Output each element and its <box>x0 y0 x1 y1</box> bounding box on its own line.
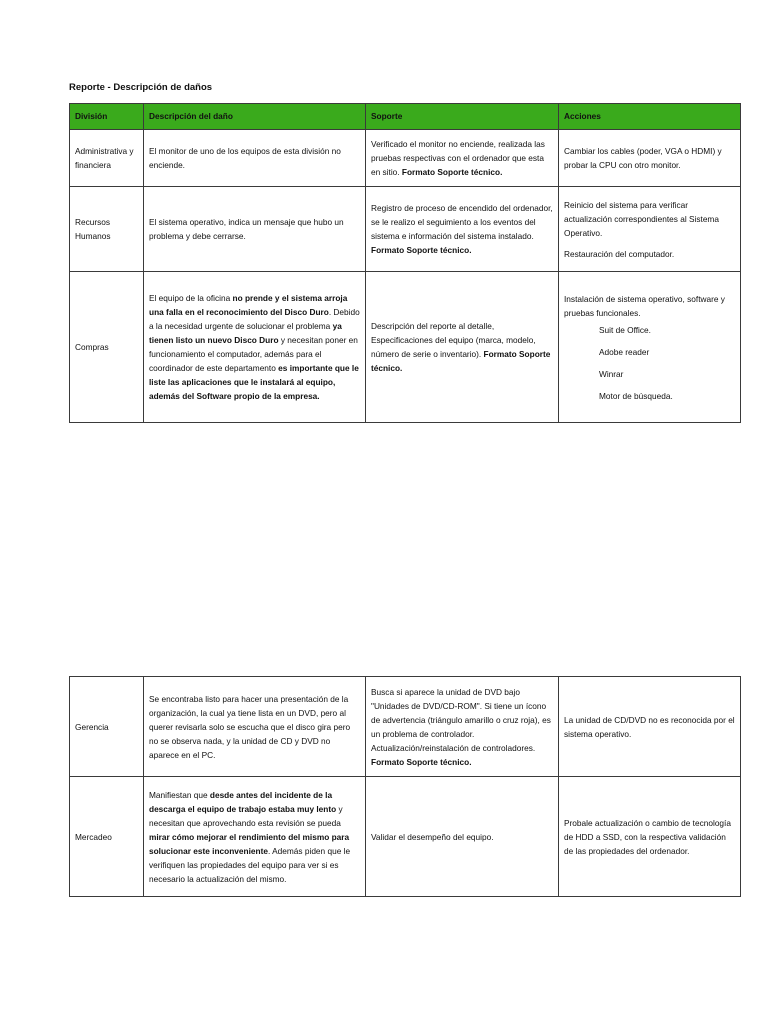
descripcion-text-segment: no prende y el sistema arroja una falla en el reconocimiento del Disco Duro <box>149 293 348 317</box>
soporte-text-segment: Descripción del reporte al detalle, Especificaciones del equipo (marca, modelo, número de serie o inventario). <box>371 321 536 359</box>
cell-soporte <box>366 130 559 187</box>
cell-division: Compras <box>70 272 144 423</box>
descripcion-text-segment: Se encontraba listo para hacer una presentación de la organización, la cual ya tiene lista en un DVD, pero al querer revisarla solo se escucha que el disco gira pero no se observa nada, y la unidad de CD y DVD no aparece en el PC. <box>149 693 351 760</box>
table-row <box>70 187 741 272</box>
table-header-row <box>70 104 741 130</box>
cell-acciones <box>559 777 741 897</box>
header-descripcion: Descripción del daño <box>144 104 366 130</box>
list-item: Winrar <box>599 368 624 379</box>
cell-descripcion <box>144 272 366 423</box>
descripcion-text-segment: El sistema operativo, indica un mensaje que hubo un problema y debe cerrarse. <box>149 217 344 241</box>
cell-descripcion <box>144 187 366 272</box>
cell-soporte <box>366 777 559 897</box>
soporte-text-segment: Formato Soporte técnico. <box>401 167 503 177</box>
list-item: Motor de búsqueda. <box>599 390 673 401</box>
descripcion-text-segment: Manifiestan que <box>149 789 210 800</box>
descripcion-text-segment: desde antes del incidente de la descarga el equipo de trabajo estaba muy lento <box>149 789 337 814</box>
acciones-paragraph: La unidad de CD/DVD no es reconocida por el sistema operativo. <box>564 714 735 739</box>
cell-soporte <box>366 187 559 272</box>
damage-report-table <box>69 103 741 423</box>
acciones-paragraph: Probale actualización o cambio de tecnología de HDD a SSD, con la respectiva validación de las propiedades del ordenador. <box>564 817 731 856</box>
cell-acciones <box>559 272 741 423</box>
descripcion-text-segment: El equipo de la oficina <box>149 293 233 303</box>
acciones-paragraph: Restauración del computador. <box>564 248 675 259</box>
descripcion-text-segment: . Debido a la necesidad urgente de solucionar el problema <box>149 307 360 331</box>
soporte-text-segment: Verificado el monitor no enciende, realizada las pruebas respectivas con el ordenador que esta en sitio. <box>371 139 545 177</box>
acciones-paragraph: Instalación de sistema operativo, software y pruebas funcionales. <box>564 293 725 318</box>
descripcion-text-segment: mirar cómo mejorar el rendimiento del mismo para solucionar este inconveniente <box>149 831 350 856</box>
cell-soporte <box>366 272 559 423</box>
acciones-paragraph: Reinicio del sistema para verificar actualización correspondientes al Sistema Operativo. <box>564 199 719 238</box>
header-soporte: Soporte <box>366 104 559 130</box>
cell-descripcion <box>144 777 366 897</box>
descripcion-text-segment: y necesitan que aprovechando esta revisión se pueda <box>149 803 343 828</box>
cell-soporte <box>366 677 559 777</box>
cell-division: Administrativa y financiera <box>70 130 144 187</box>
damage-report-table-continued <box>69 676 741 897</box>
soporte-text-segment: Registro de proceso de encendido del ordenador, se le realizo el seguimiento a los eventos del sistema e información del sistema instalado. <box>371 203 553 241</box>
descripcion-text-segment: ya tienen listo un nuevo Disco Duro <box>149 321 342 345</box>
table-row <box>70 777 741 897</box>
cell-descripcion <box>144 130 366 187</box>
descripcion-text-segment: es importante que le liste las aplicaciones que le instalará al equipo, además del Software propio de la empresa. <box>149 363 359 401</box>
cell-division: Mercadeo <box>70 777 144 897</box>
soporte-text-segment: Formato Soporte técnico. <box>371 245 472 255</box>
descripcion-text-segment: El monitor de uno de los equipos de esta división no enciende. <box>149 146 341 170</box>
descripcion-text-segment: y necesitan poner en funcionamiento el computador, además para el coordinador de este departamento <box>149 335 358 373</box>
soporte-text-segment: Validar el desempeño del equipo. <box>371 831 494 842</box>
table-row <box>70 272 741 423</box>
acciones-paragraph: Cambiar los cables (poder, VGA o HDMI) y probar la CPU con otro monitor. <box>564 146 722 170</box>
table-row <box>70 677 741 777</box>
soporte-text-segment: Busca si aparece la unidad de DVD bajo "Unidades de DVD/CD-ROM". Si tiene un ícono de advertencia (triángulo amarillo o cruz roja), es un problema de controlador. Actualización/reinstalación de controladores. <box>371 686 551 753</box>
table-row <box>70 130 741 187</box>
list-item: Adobe reader <box>599 346 650 357</box>
descripcion-text-segment: . Además piden que le verifiquen las propiedades del equipo para ver si es necesario la actualización del mismo. <box>149 845 351 884</box>
cell-division: Gerencia <box>70 677 144 777</box>
cell-acciones <box>559 677 741 777</box>
list-item: Suit de Office. <box>599 324 651 335</box>
acciones-software-list <box>564 323 735 403</box>
soporte-text-segment: Formato Soporte técnico. <box>371 756 472 767</box>
cell-acciones <box>559 187 741 272</box>
header-division: División <box>70 104 144 130</box>
header-acciones: Acciones <box>559 104 741 130</box>
soporte-text-segment: Formato Soporte técnico. <box>371 349 551 373</box>
cell-acciones <box>559 130 741 187</box>
cell-descripcion <box>144 677 366 777</box>
cell-division: Recursos Humanos <box>70 187 144 272</box>
document-title: Reporte - Descripción de daños <box>69 82 213 93</box>
